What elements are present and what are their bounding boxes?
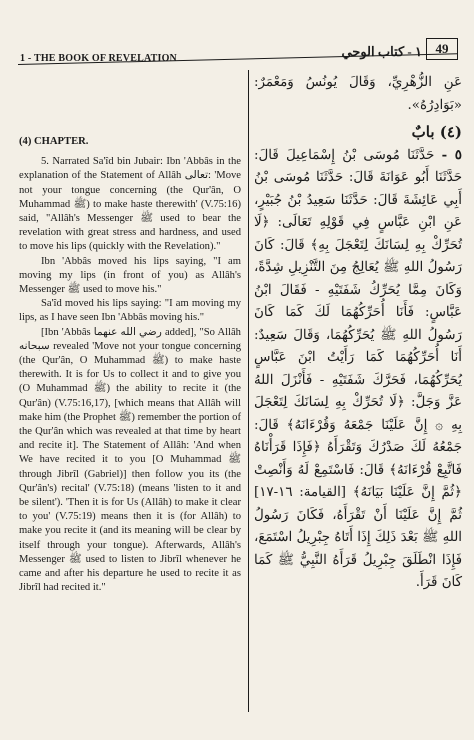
english-column — [19, 135, 241, 596]
english-paragraph: 5. Narrated Sa'îd bin Jubair: Ibn 'Abbâs in the explanation of the Statement of Allâh تعالى: 'Move not your tongue concerning (the Qur'ân, O Muhammad ﷺ) to make haste therewith' (V.75:16) said, "Allâh's Messenger ﷺ used to bear the revelation with great stress and hardness, and used to move his lips (quickly with the Revelation)." — [19, 156, 242, 253]
arabic-hadith-text: حَدَّثَنَا مُوسَى بْنُ إِسْمَاعِيلَ قَالَ: حَدَّثَنَا أَبُو عَوَانَةَ قَالَ: حَدَّثَنَا مُوسَى بْنُ أَبِي عَائِشَةَ قَالَ: حَدَّثَنَا سَعِيدُ بْنُ جُبَيْرٍ، عَنِ ابْنِ عَبَّاسٍ فِي قَوْلِهِ تَعَالَى: ﴿لَا تُحَرِّكْ بِهِ لِسَانَكَ لِتَعْجَلَ بِهِ﴾ قَالَ: كَانَ رَسُولُ اللهِ ﷺ يُعَالِجُ مِنَ التَّنْزِيلِ شِدَّةً، وَكَانَ مِمَّا يُحَرِّكُ شَفَتَيْهِ - فَقَالَ ابْنُ عَبَّاسٍ: فَأَنَا أُحَرِّكُهُمَا لَكَ كَمَا كَانَ رَسُولُ اللهِ ﷺ يُحَرِّكُهُمَا، وَقَالَ سَعِيدٌ: أَنَا أُحَرِّكُهُمَا كَمَا رَأَيْتُ ابْنَ عَبَّاسٍ يُحَرِّكُهُمَا، فَحَرَّكَ شَفَتَيْهِ - فَأَنْزَلَ اللهُ عَزَّ وَجَلَّ: ﴿لَا تُحَرِّكْ بِهِ لِسَانَكَ لِتَعْجَلَ بِهِ ۞ إِنَّ عَلَيْنَا جَمْعَهُ وَقُرْءَانَهُ﴾ قَالَ: جَمْعُهُ لَكَ صَدْرُكَ وَتَقْرَأَهُ ﴿فَإِذَا قَرَأْنَاهُ فَاتَّبِعْ قُرْءَانَهُ﴾ قَالَ: فَاسْتَمِعْ لَهُ وَأَنْصِتْ ﴿ثُمَّ إِنَّ عَلَيْنَا بَيَانَهُ﴾ [القيامة: ١٦-١٧] ثُمَّ إِنَّ عَلَيْنَا أَنْ تَقْرَأَهُ، فَكَانَ رَسُولُ اللهِ ﷺ بَعْدَ ذَلِكَ إِذَا أَتَاهُ جِبْرِيلُ اسْتَمَعَ، فَإِذَا انْطَلَقَ جِبْرِيلُ قَرَأَهُ النَّبِيُّ ﷺ كَمَا كَانَ قَرَأَ. — [254, 147, 462, 590]
english-paragraph: [Ibn 'Abbâs رضي الله عنهما added], "So Allâh سبحانه revealed 'Move not your tongue concerning (the Qur'ân, O Muhammad ﷺ) to make haste therewith. It is for Us to collect it and to give you (O Muhammad ﷺ) the ability to recite it (the Qur'ân) (V.75:16,17), [which means that Allâh will make him (the Prophet ﷺ) remember the portion of the Qur'ân which was revealed at that time by heart and recite it]. The Statement of Allâh: 'And when We have recited it to you [O Muhammad ﷺ through Jibrîl (Gabriel)] then follow you its (the Qur'ân's) recital' (V.75:18) (means 'listen to it and be silent'). 'Then it is for Us (Allâh) to make it clear to you' (V.75:19) means then it is (for Allâh) to make you recite it (and its meaning will be clear by itself through your tongue). Afterwards, Allâh's Messenger ﷺ used to listen to Jibrîl whenever he came and after his departure he used to recite it as Jibrîl had recited it." — [19, 326, 242, 594]
arabic-chapter-heading: (٤) بابٌ — [411, 123, 462, 141]
english-paragraph: Ibn 'Abbâs moved his lips saying, "I am moving my lips (in front of you) as Allâh's Messenger ﷺ used to move his." — [19, 255, 241, 296]
arabic-column — [254, 72, 462, 595]
running-header-english: 1 - THE BOOK OF REVELATION — [20, 53, 177, 64]
running-header-arabic: ١ - كتاب الوحي — [341, 44, 422, 59]
arabic-intro: عَنِ الزُّهْرِيِّ، وَقَالَ يُونُسُ وَمَعْمَرٌ: «بَوَادِرُهُ». — [254, 75, 462, 113]
page-number: 49 — [426, 38, 458, 60]
english-paragraph: Sa'îd moved his lips saying: "I am moving my lips, as I have seen Ibn 'Abbâs moving his." — [19, 298, 241, 324]
arabic-hadith-number: ٥ - — [441, 146, 462, 163]
column-divider — [248, 70, 249, 712]
english-chapter-heading: (4) CHAPTER. — [19, 136, 89, 147]
arabic-hadith — [254, 144, 462, 595]
